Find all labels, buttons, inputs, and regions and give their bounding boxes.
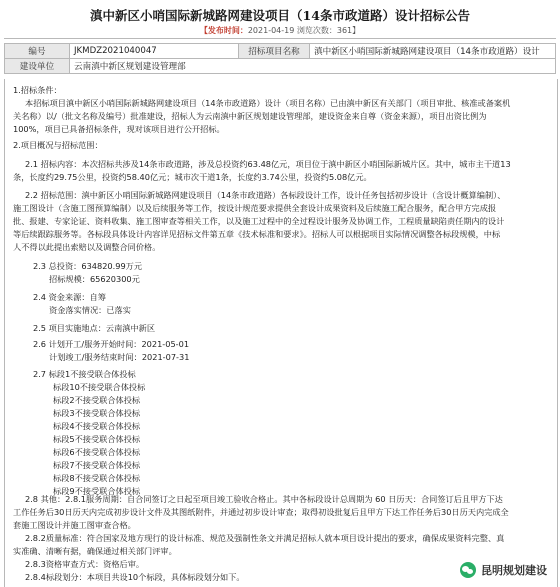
text-line: 100%，项目已具备招标条件，现对该项目进行公开招标。 <box>13 124 225 134</box>
code-value: JKMDZ2021040047 <box>70 44 239 59</box>
text-line: 2.5 项目实施地点：云南滇中新区 <box>33 323 156 333</box>
meta-row <box>5 44 556 59</box>
list-item: 标段5不接受联合体投标 <box>53 434 141 444</box>
watermark <box>457 561 550 579</box>
text-line: 2.3 总投资：634820.99万元 <box>33 261 143 271</box>
meta-row <box>5 59 556 74</box>
text-line: 2.2 招标范围：滇中新区小哨国际新城路网建设项目（14条市政道路）各标段设计工作，设计任务包括初步设计（含设计概算编制）、 <box>25 190 506 200</box>
text-line: 计划竣工/服务结束时间：2021-07-31 <box>49 352 190 362</box>
section-heading: 1.招标条件： <box>13 85 62 95</box>
text-line: 2.7 标段1不接受联合体投标 <box>33 369 136 379</box>
announcement-body <box>4 79 558 587</box>
code-label: 编号 <box>5 44 70 59</box>
wechat-icon <box>460 562 476 578</box>
list-item: 标段7不接受联合体投标 <box>53 460 141 470</box>
section-1 <box>13 84 549 136</box>
section-2 <box>13 139 549 152</box>
text-line: 招标规模：65620300元 <box>49 274 140 284</box>
section-2-2 <box>13 189 549 254</box>
text-line: 2.8 其他：2.8.1服务周期：自合同签订之日起至项目竣工验收合格止。其中各标段设计总周期为 60 日历天：合同签订后且甲方下达 <box>25 494 503 504</box>
text-line: 资金落实情况：已落实 <box>49 305 131 315</box>
text-line: 实准确、清晰有据，确保通过相关部门评审。 <box>13 546 177 556</box>
section-2-7 <box>13 368 549 498</box>
list-item: 标段2不接受联合体投标 <box>53 395 141 405</box>
list-item: 标段4不接受联合体投标 <box>53 421 141 431</box>
text-line: 2.8.3资格审查方式：资格后审。 <box>25 559 145 569</box>
list-item: 标段6不接受联合体投标 <box>53 447 141 457</box>
text-line: 工作任务后30日历天内完成初步设计文件及其图纸附件，并通过初步设计审查；取得初设批复后且甲方下达工作任务后30日历天内完成全 <box>13 507 509 517</box>
project-value: 滇中新区小哨国际新城路网建设项目（14条市政道路）设计 <box>310 44 556 59</box>
text-line: 关名称）以/（批文名称及编号）批准建设，招标人为云南滇中新区规划建设管理部，建设资金来自尊（资金来源），项目出资比例为 <box>13 111 487 121</box>
publish-label: 【发布时间： <box>199 26 248 35</box>
section-heading: 2.项目概况与招标范围： <box>13 140 103 150</box>
list-item: 标段3不接受联合体投标 <box>53 408 141 418</box>
list-item: 标段10不接受联合体投标 <box>53 382 146 392</box>
page-title: 滇中新区小哨国际新城路网建设项目（14条市政道路）设计招标公告 <box>90 8 470 23</box>
section-2-4 <box>13 291 549 317</box>
text-line: 2.4 资金来源：自筹 <box>33 292 106 302</box>
section-2-1 <box>13 158 549 184</box>
meta-table <box>4 43 556 74</box>
text-line: 批、报建、专家论证、资料收集、施工图审查等相关工作，以及施工过程中的全过程设计服务及协调工作，工程质量缺陷责任期内的设计 <box>13 216 505 226</box>
text-line: 等后续跟踪服务等。各标段具体设计内容详见招标文件第五章《技术标准和要求》。招标人可以根据项目实际情况调整各标段规模，中标 <box>13 229 501 239</box>
publish-value: 2021-04-19 浏览次数：361】 <box>247 26 361 35</box>
text-line: 施工图设计（含施工图预算编制）以及后续服务等工作，按设计规范要求提供全套设计成果资料及后续施工配合服务，配合甲方完成报 <box>13 203 497 213</box>
section-2-5 <box>13 322 549 335</box>
publish-info <box>0 25 560 36</box>
list-item: 标段8不接受联合体投标 <box>53 473 141 483</box>
text-line: 2.8.2质量标准：符合国家及地方现行的设计标准、规范及强制性条文并满足招标人就本项目设计提出的要求，确保成果资料完整、真 <box>25 533 505 543</box>
section-2-6 <box>13 338 549 364</box>
header-divider <box>4 38 556 39</box>
text-line: 2.6 计划开工/服务开始时间：2021-05-01 <box>33 339 190 349</box>
section-2-3 <box>13 260 549 286</box>
text-line: 2.1 招标内容：本次招标共涉及14条市政道路，涉及总投资约63.48亿元，项目位于滇中新区小哨国际新城片区。其中，城市主干道13 <box>25 159 511 169</box>
unit-value: 云南滇中新区规划建设管理部 <box>70 59 556 74</box>
unit-label: 建设单位 <box>5 59 70 74</box>
project-label: 招标项目名称 <box>239 44 310 59</box>
text-line: 人不得以此提出索赔以及调整合同价格。 <box>13 242 161 252</box>
text-line: 套施工图设计并施工图审查合格。 <box>13 520 136 530</box>
list-item: 标段9不接受联合体投标 <box>53 486 141 496</box>
text-line: 本招标项目滇中新区小哨国际新城路网建设项目（14条市政道路）设计（项目名称）已由滇中新区有关部门（项目审批、核准或备案机 <box>25 98 511 108</box>
watermark-text: 昆明规划建设 <box>481 564 547 577</box>
text-line: 2.8.4标段划分：本项目共设10个标段，具体标段划分如下。 <box>25 572 245 582</box>
text-line: 条，长度约29.75公里，投资约58.40亿元；城市次干道1条，长度约3.74公里，投资约5.08亿元。 <box>13 172 372 182</box>
